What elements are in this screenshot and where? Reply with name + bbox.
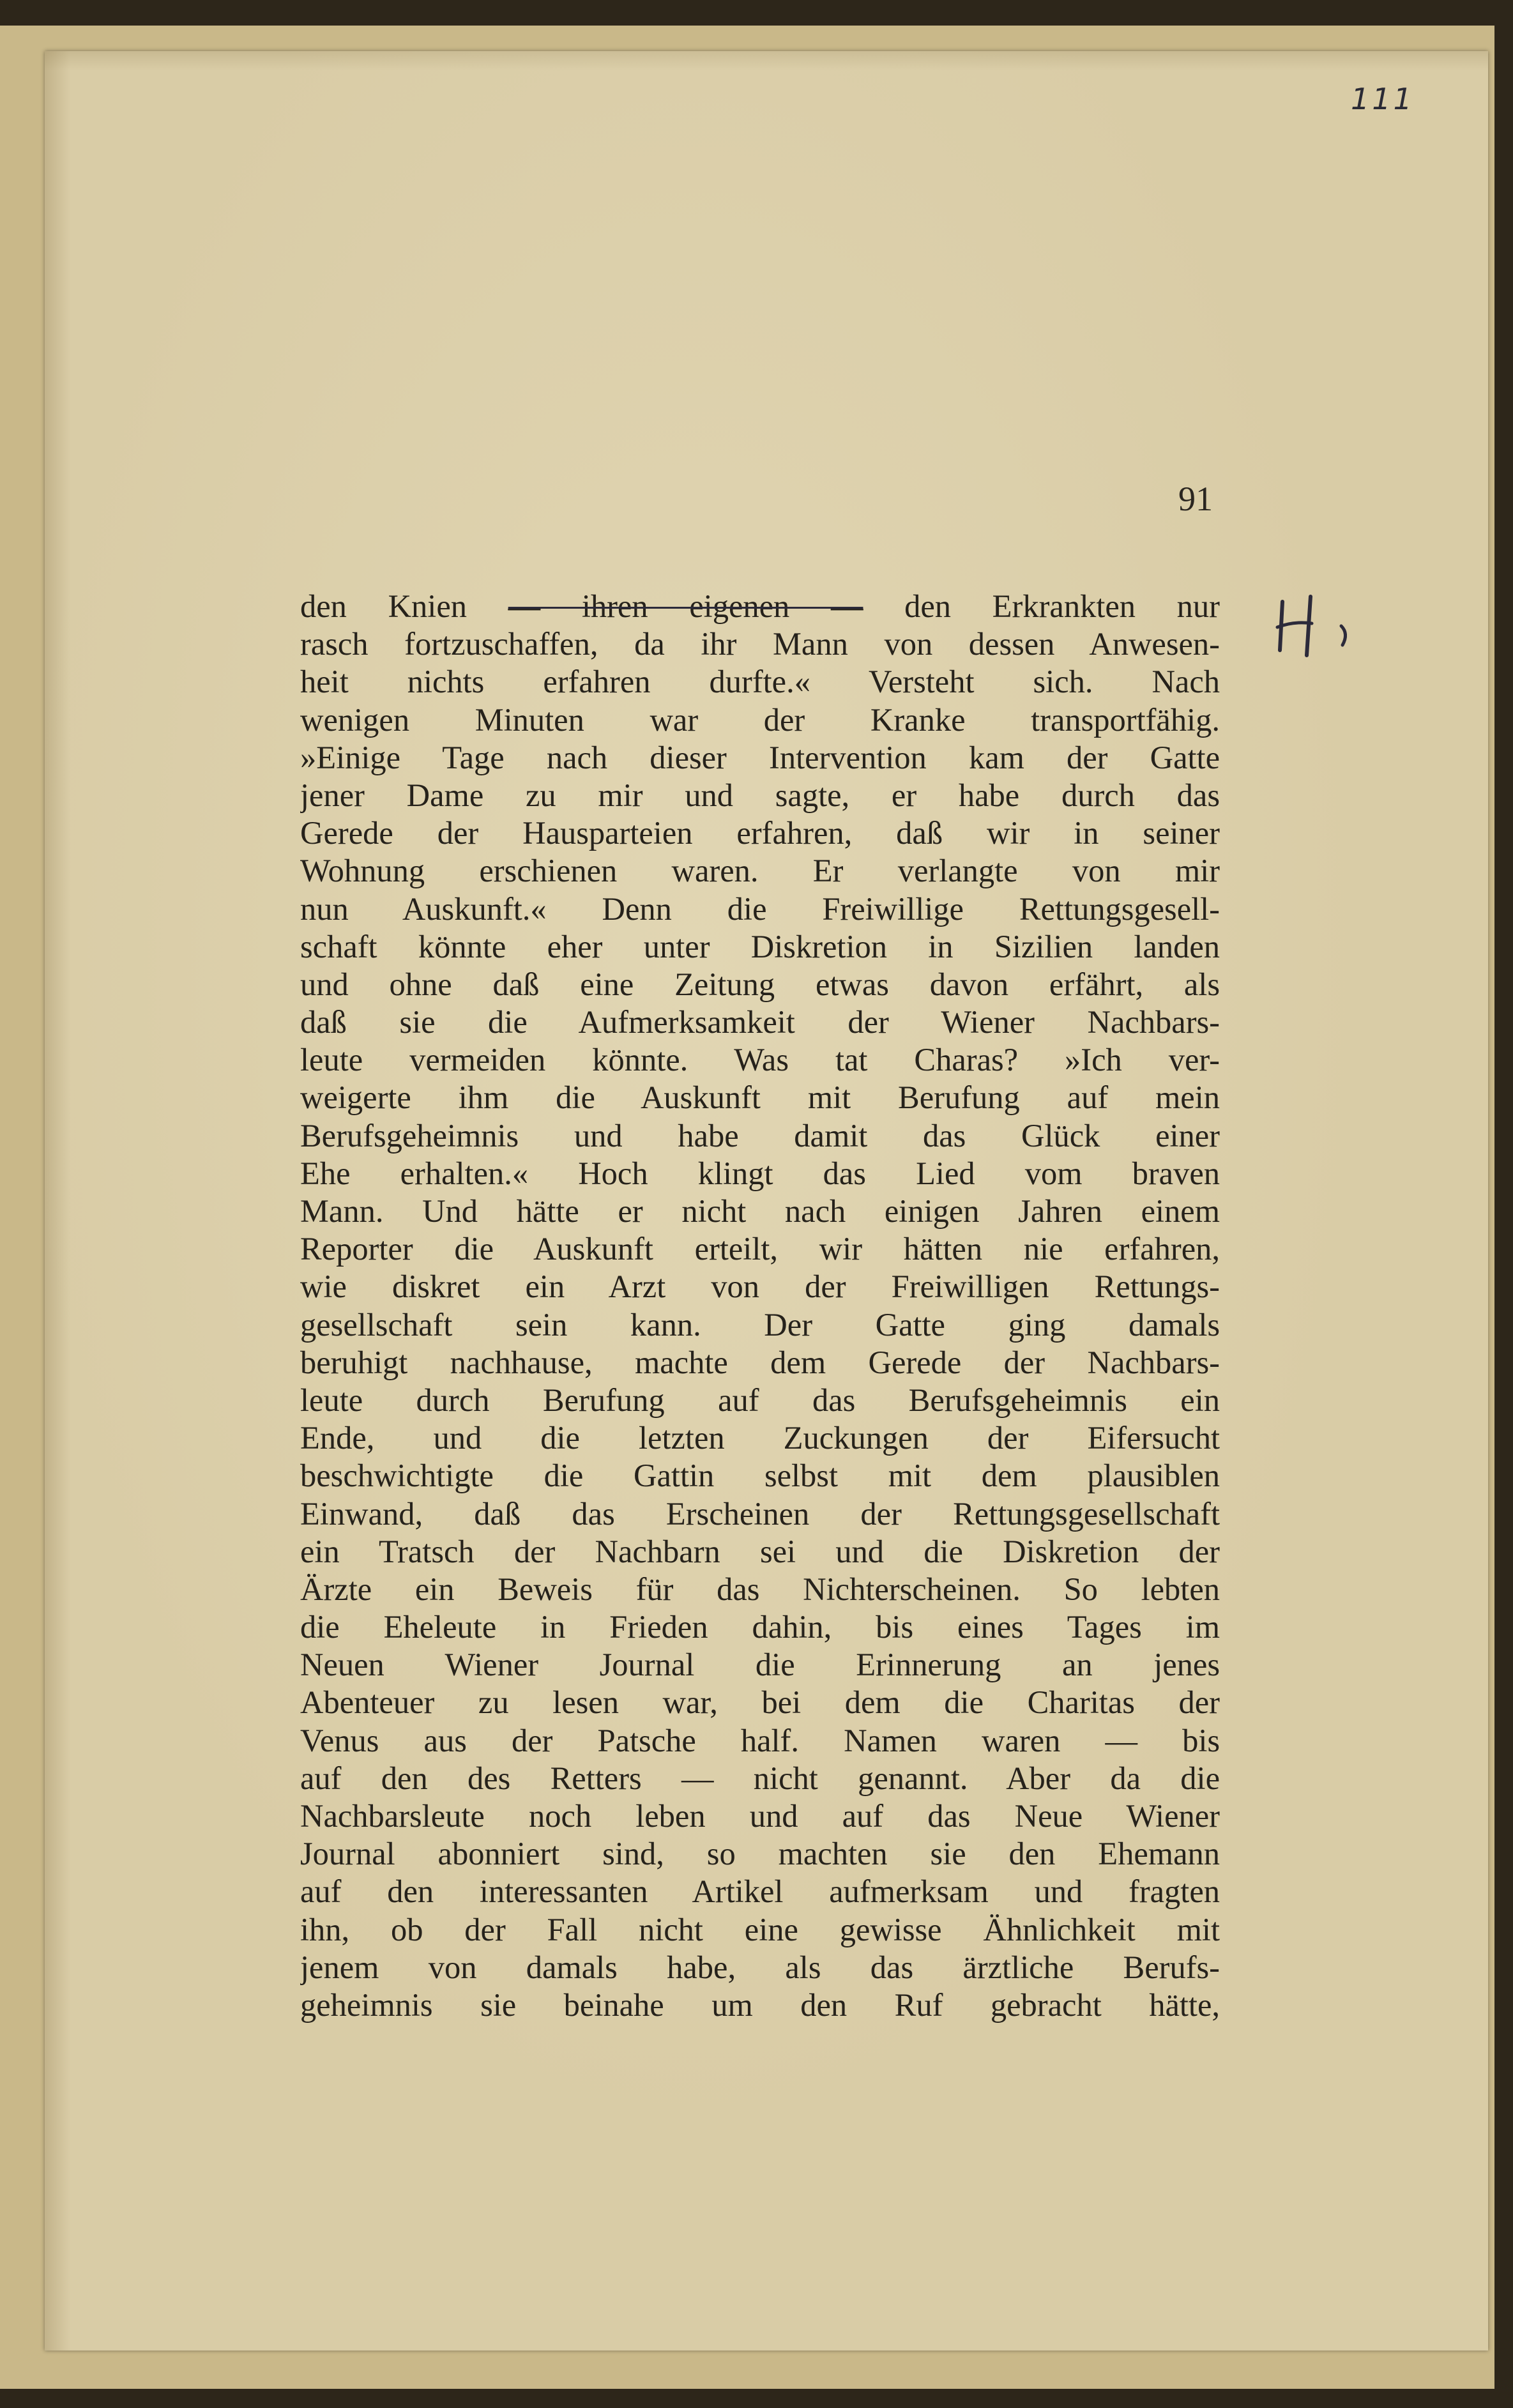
text-line-1-start: den Knien <box>300 588 467 624</box>
text-line-30: Abenteuer zu lesen war, bei dem die Charitas der <box>300 1684 1220 1721</box>
struck-out-text: — ihren eigenen — <box>508 588 863 624</box>
handwritten-folio-number: 111 <box>1351 82 1415 116</box>
text-line-11: und ohne daß eine Zeitung etwas davon erfährt, als <box>300 966 1220 1002</box>
text-line-20: gesellschaft sein kann. Der Gatte ging damals <box>300 1306 1220 1343</box>
text-line-15: Berufsgeheimnis und habe damit das Glück einer <box>300 1117 1220 1154</box>
text-line-1-end: den Erkrankten nur <box>904 588 1220 624</box>
text-line-4: wenigen Minuten war der Kranke transportfähig. <box>300 701 1220 738</box>
page-number: 91 <box>1178 480 1213 518</box>
text-line-8: Wohnung erschienen waren. Er verlangte von mir <box>300 853 1220 889</box>
text-line-27: Ärzte ein Beweis für das Nichterscheinen. So lebten <box>300 1571 1220 1607</box>
text-line-1 <box>300 588 1220 625</box>
text-line-25: Einwand, daß das Erscheinen der Rettungsgesellschaft <box>300 1495 1220 1532</box>
text-line-22: leute durch Berufung auf das Berufsgeheimnis ein <box>300 1382 1220 1418</box>
text-line-38: geheimnis sie beinahe um den Ruf gebracht hätte, <box>300 1986 1220 2023</box>
text-line-36: ihn, ob der Fall nicht eine gewisse Ähnlichkeit mit <box>300 1911 1220 1947</box>
text-line-2: rasch fortzuschaffen, da ihr Mann von dessen Anwesen- <box>300 626 1220 662</box>
text-line-12: daß sie die Aufmerksamkeit der Wiener Nachbars- <box>300 1004 1220 1040</box>
text-line-10: schaft könnte eher unter Diskretion in Sizilien landen <box>300 928 1220 964</box>
text-line-6: jener Dame zu mir und sagte, er habe durch das <box>300 777 1220 813</box>
text-line-19: wie diskret ein Arzt von der Freiwilligen Rettungs- <box>300 1269 1220 1305</box>
text-line-13: leute vermeiden könnte. Was tat Charas? »Ich ver- <box>300 1042 1220 1078</box>
text-line-35: auf den interessanten Artikel aufmerksam und fragten <box>300 1873 1220 1910</box>
text-line-31: Venus aus der Patsche half. Namen waren — bis <box>300 1722 1220 1758</box>
text-line-32: auf den des Retters — nicht genannt. Aber da die <box>300 1760 1220 1796</box>
handwritten-margin-mark <box>1271 588 1360 664</box>
text-line-9: nun Auskunft.« Denn die Freiwillige Rettungsgesell- <box>300 890 1220 927</box>
text-line-21: beruhigt nachhause, machte dem Gerede der Nachbars- <box>300 1344 1220 1380</box>
text-line-34: Journal abonniert sind, so machten sie den Ehemann <box>300 1836 1220 1872</box>
text-line-3: heit nichts erfahren durfte.« Versteht sich. Nach <box>300 664 1220 700</box>
text-line-23: Ende, und die letzten Zuckungen der Eifersucht <box>300 1420 1220 1456</box>
text-line-26: ein Tratsch der Nachbarn sei und die Diskretion der <box>300 1533 1220 1569</box>
text-line-29: Neuen Wiener Journal die Erinnerung an jenes <box>300 1647 1220 1683</box>
text-line-33: Nachbarsleute noch leben und auf das Neue Wiener <box>300 1798 1220 1834</box>
text-line-18: Reporter die Auskunft erteilt, wir hätten nie erfahren, <box>300 1231 1220 1267</box>
text-line-5: »Einige Tage nach dieser Intervention kam der Gatte <box>300 739 1220 775</box>
text-line-37: jenem von damals habe, als das ärztliche Berufs- <box>300 1949 1220 1985</box>
text-line-14: weigerte ihm die Auskunft mit Berufung auf mein <box>300 1079 1220 1116</box>
text-line-16: Ehe erhalten.« Hoch klingt das Lied vom braven <box>300 1155 1220 1191</box>
text-line-28: die Eheleute in Frieden dahin, bis eines Tages im <box>300 1609 1220 1645</box>
text-line-24: beschwichtigte die Gattin selbst mit dem plausiblen <box>300 1458 1220 1494</box>
body-text <box>300 588 1220 2024</box>
text-line-17: Mann. Und hätte er nicht nach einigen Jahren einem <box>300 1193 1220 1229</box>
text-line-7: Gerede der Hausparteien erfahren, daß wir in seiner <box>300 815 1220 851</box>
